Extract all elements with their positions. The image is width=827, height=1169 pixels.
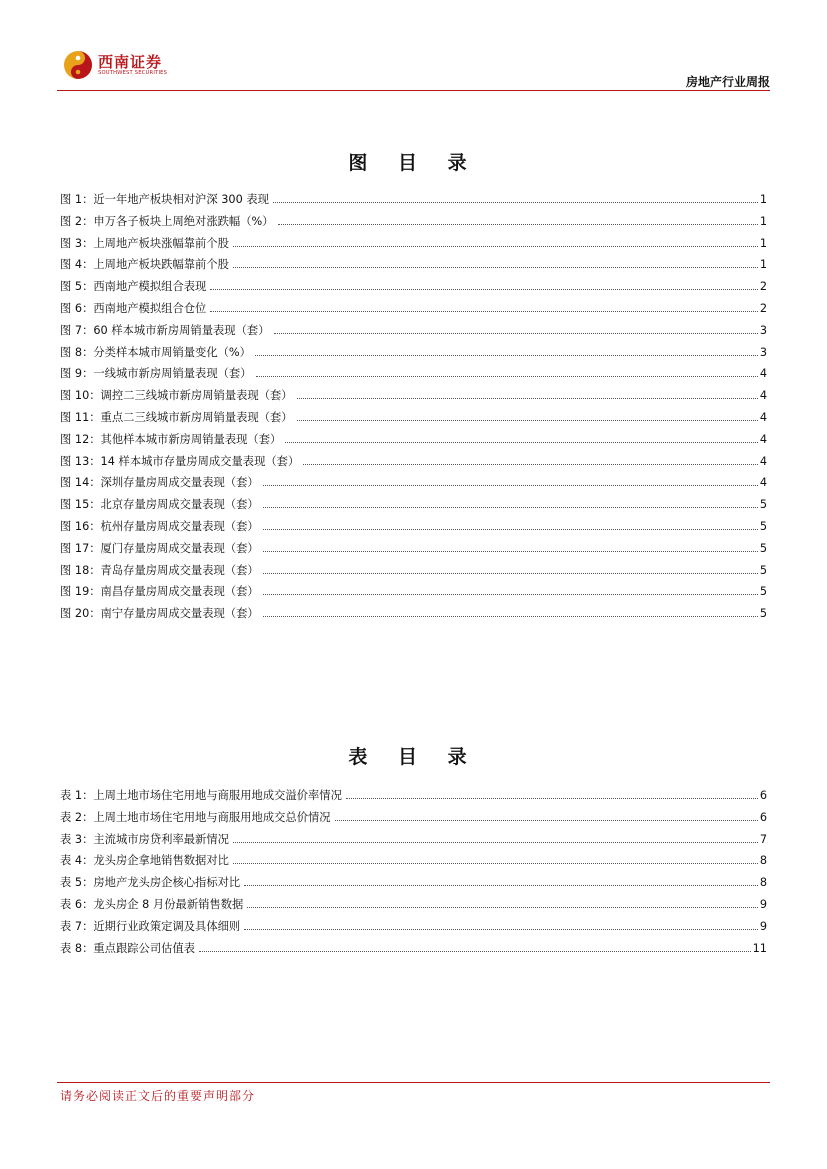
toc-entry-label: 图 10：调控二三线城市新房周销量表现（套） (60, 389, 293, 403)
toc-entry-label: 图 18：青岛存量房周成交量表现（套） (60, 563, 259, 577)
toc-entry-page: 5 (759, 519, 767, 533)
toc-entry[interactable] (60, 831, 767, 853)
toc-entry-page: 5 (759, 563, 767, 577)
toc-entry[interactable] (60, 940, 767, 962)
toc-entry[interactable] (60, 605, 767, 627)
toc-entry[interactable] (60, 300, 767, 322)
toc-entry[interactable] (60, 874, 767, 896)
toc-leader-dots (263, 573, 758, 574)
toc-entry-page: 3 (759, 323, 767, 337)
toc-entry[interactable] (60, 278, 767, 300)
toc-leader-dots (244, 885, 758, 886)
toc-entry-page: 1 (759, 236, 767, 250)
toc-entry-label: 图 7：60 样本城市新房周销量表现（套） (60, 323, 270, 337)
tables-toc-list (60, 787, 767, 961)
toc-entry-label: 图 1：近一年地产板块相对沪深 300 表现 (60, 193, 269, 206)
toc-leader-dots (233, 246, 758, 247)
toc-entry-page: 4 (759, 410, 767, 424)
toc-entry-label: 图 6：西南地产模拟组合仓位 (60, 301, 207, 315)
toc-entry-label: 图 3：上周地产板块涨幅靠前个股 (60, 236, 229, 250)
toc-entry[interactable] (60, 583, 767, 605)
toc-entry-page: 9 (759, 919, 767, 933)
toc-entry[interactable] (60, 365, 767, 387)
toc-leader-dots (297, 398, 758, 399)
company-logo (63, 50, 167, 80)
toc-entry-page: 4 (759, 367, 767, 381)
toc-entry-label: 表 8：重点跟踪公司估值表 (60, 941, 196, 955)
toc-entry-label: 图 5：西南地产模拟组合表现 (60, 280, 207, 294)
toc-entry[interactable] (60, 344, 767, 366)
toc-entry-label: 表 4：龙头房企拿地销售数据对比 (60, 854, 229, 868)
toc-leader-dots (263, 616, 758, 617)
toc-entry-label: 图 4：上周地产板块跌幅靠前个股 (60, 258, 229, 272)
toc-entry[interactable] (60, 852, 767, 874)
toc-leader-dots (263, 594, 758, 595)
toc-entry-label: 图 17：厦门存量房周成交量表现（套） (60, 541, 259, 555)
toc-entry[interactable] (60, 213, 767, 235)
toc-entry-page: 6 (759, 810, 767, 824)
toc-entry[interactable] (60, 474, 767, 496)
toc-entry-label: 图 13：14 样本城市存量房周成交量表现（套） (60, 454, 300, 468)
toc-entry[interactable] (60, 918, 767, 940)
logo-english-name: SOUTHWEST SECURITIES (98, 69, 168, 76)
toc-entry-label: 图 9：一线城市新房周销量表现（套） (60, 367, 252, 381)
toc-entry-label: 图 2：申万各子板块上周绝对涨跌幅（%） (60, 214, 274, 228)
toc-entry-label: 图 19：南昌存量房周成交量表现（套） (60, 585, 259, 599)
page-header (57, 46, 770, 92)
toc-leader-dots (297, 420, 758, 421)
toc-entry-label: 图 20：南宁存量房周成交量表现（套） (60, 607, 259, 621)
toc-entry-label: 图 16：杭州存量房周成交量表现（套） (60, 519, 259, 533)
toc-leader-dots (303, 464, 758, 465)
toc-entry[interactable] (60, 496, 767, 518)
toc-leader-dots (263, 507, 758, 508)
toc-entry-label: 表 1：上周土地市场住宅用地与商服用地成交溢价率情况 (60, 789, 342, 802)
toc-leader-dots (263, 529, 758, 530)
toc-leader-dots (247, 907, 758, 908)
toc-entry-page: 1 (759, 258, 767, 272)
toc-leader-dots (273, 202, 758, 203)
toc-entry[interactable] (60, 322, 767, 344)
toc-leader-dots (263, 551, 758, 552)
toc-entry-page: 5 (759, 607, 767, 621)
toc-entry[interactable] (60, 431, 767, 453)
toc-entry[interactable] (60, 453, 767, 475)
toc-leader-dots (210, 289, 757, 290)
toc-entry[interactable] (60, 409, 767, 431)
footer-disclaimer: 请务必阅读正文后的重要声明部分 (60, 1089, 256, 1103)
header-divider (57, 90, 770, 91)
toc-entry-page: 5 (759, 498, 767, 512)
toc-entry[interactable] (60, 809, 767, 831)
toc-entry-label: 表 5：房地产龙头房企核心指标对比 (60, 876, 241, 890)
toc-entry-page: 4 (759, 389, 767, 403)
toc-entry-page: 4 (759, 432, 767, 446)
figures-toc-title: 图 目 录 (348, 152, 479, 174)
toc-entry-label: 图 8：分类样本城市周销量变化（%） (60, 345, 251, 359)
report-type-label: 房地产行业周报 (685, 75, 770, 89)
toc-entry-page: 9 (759, 897, 767, 911)
toc-entry[interactable] (60, 896, 767, 918)
toc-entry-label: 图 14：深圳存量房周成交量表现（套） (60, 476, 259, 490)
toc-leader-dots (263, 485, 758, 486)
toc-entry-page: 3 (759, 345, 767, 359)
footer-divider (57, 1082, 770, 1083)
toc-entry[interactable] (60, 256, 767, 278)
toc-entry-page: 11 (752, 941, 767, 955)
toc-leader-dots (233, 267, 758, 268)
toc-entry-page: 8 (759, 854, 767, 868)
toc-entry-page: 8 (759, 876, 767, 890)
logo-chinese-name: 西南证券 (98, 52, 163, 71)
toc-entry[interactable] (60, 540, 767, 562)
figures-toc-list (60, 191, 767, 627)
toc-entry[interactable] (60, 387, 767, 409)
toc-entry-label: 图 12：其他样本城市新房周销量表现（套） (60, 432, 282, 446)
toc-entry-label: 表 6：龙头房企 8 月份最新销售数据 (60, 897, 244, 911)
toc-entry-page: 5 (759, 541, 767, 555)
toc-entry[interactable] (60, 562, 767, 584)
logo-mark-icon (63, 50, 93, 80)
toc-entry[interactable] (60, 235, 767, 257)
toc-entry-label: 图 15：北京存量房周成交量表现（套） (60, 498, 259, 512)
toc-entry-page: 1 (759, 214, 767, 228)
toc-leader-dots (274, 333, 758, 334)
toc-entry[interactable] (60, 518, 767, 540)
toc-entry-label: 表 7：近期行业政策定调及具体细则 (60, 919, 241, 933)
toc-entry-page: 7 (759, 832, 767, 846)
toc-leader-dots (256, 376, 758, 377)
toc-leader-dots (244, 929, 758, 930)
toc-entry-page: 6 (759, 789, 767, 802)
toc-leader-dots (285, 442, 758, 443)
toc-leader-dots (335, 820, 758, 821)
toc-leader-dots (346, 798, 758, 799)
toc-entry-page: 5 (759, 585, 767, 599)
toc-entry[interactable] (60, 787, 767, 809)
toc-entry-page: 1 (759, 193, 767, 206)
toc-entry-page: 4 (759, 454, 767, 468)
toc-leader-dots (278, 224, 758, 225)
toc-entry[interactable] (60, 191, 767, 213)
toc-entry-page: 2 (759, 280, 767, 294)
toc-entry-page: 2 (759, 301, 767, 315)
toc-leader-dots (199, 951, 751, 952)
toc-leader-dots (233, 842, 758, 843)
toc-leader-dots (255, 355, 758, 356)
toc-entry-label: 表 2：上周土地市场住宅用地与商服用地成交总价情况 (60, 810, 331, 824)
toc-leader-dots (210, 311, 757, 312)
toc-entry-label: 表 3：主流城市房贷利率最新情况 (60, 832, 229, 846)
toc-leader-dots (233, 863, 758, 864)
tables-toc-title: 表 目 录 (348, 746, 479, 768)
toc-entry-label: 图 11：重点二三线城市新房周销量表现（套） (60, 410, 293, 424)
toc-entry-page: 4 (759, 476, 767, 490)
